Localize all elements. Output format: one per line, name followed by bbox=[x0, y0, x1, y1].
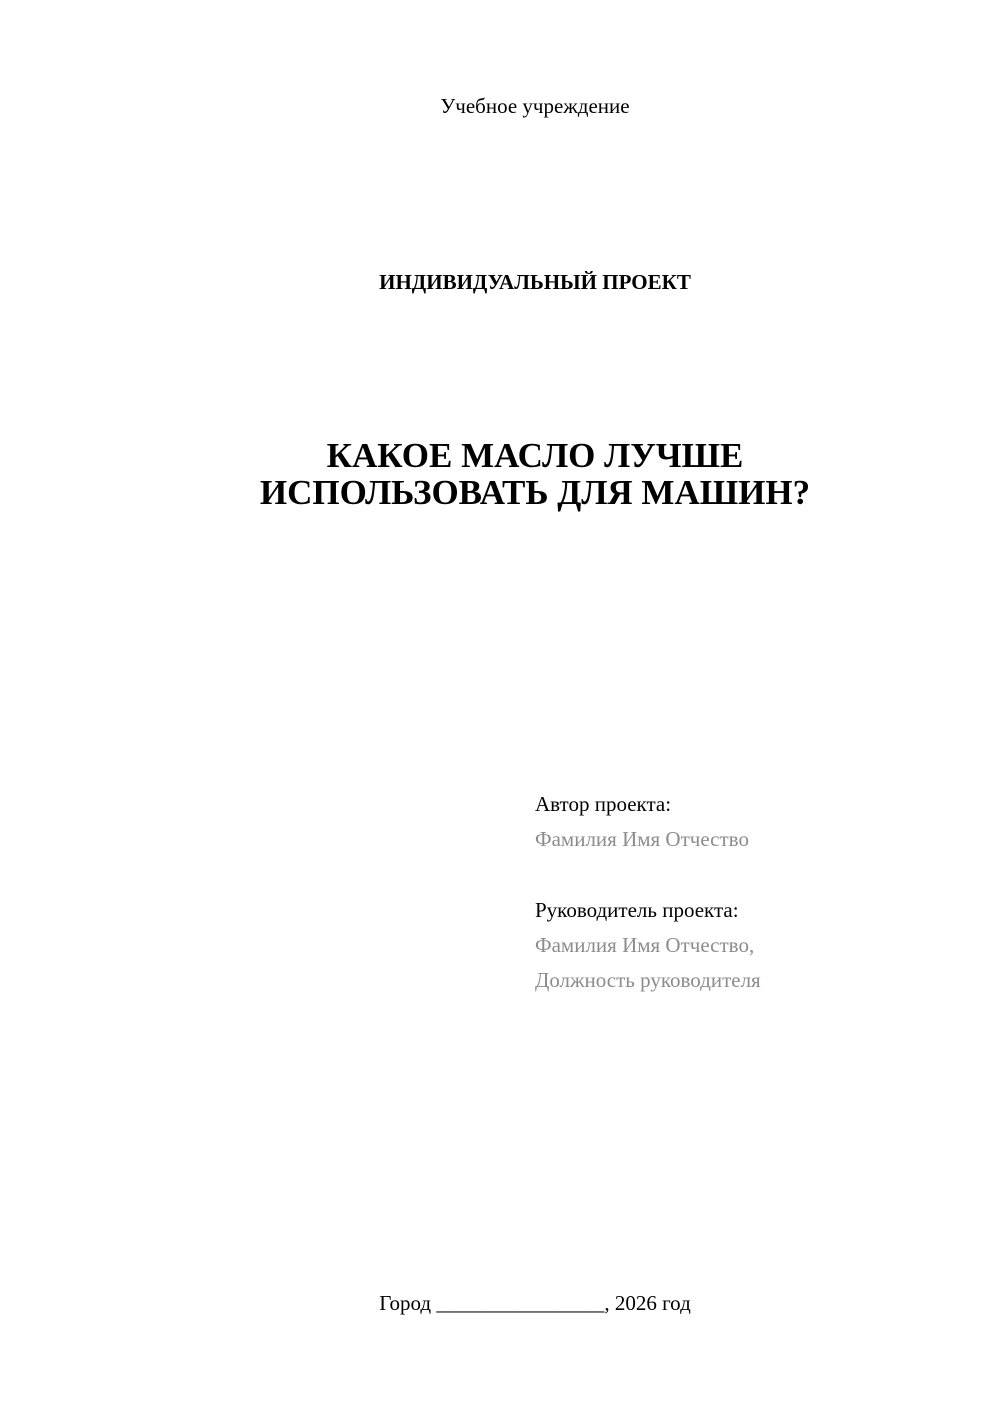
document-type: ИНДИВИДУАЛЬНЫЙ ПРОЕКТ bbox=[379, 270, 691, 294]
author-label: Автор проекта: bbox=[535, 792, 672, 816]
project-title bbox=[0, 437, 1000, 511]
supervisor-position-placeholder: Должность руководителя bbox=[535, 968, 761, 992]
project-title-line-2: ИСПОЛЬЗОВАТЬ ДЛЯ МАШИН? bbox=[259, 473, 811, 512]
author-name-placeholder: Фамилия Имя Отчество bbox=[535, 827, 749, 851]
city-blank: ________________ bbox=[436, 1291, 605, 1315]
institution-name: Учебное учреждение bbox=[440, 94, 630, 118]
year-text: , 2026 год bbox=[604, 1291, 691, 1315]
supervisor-name-placeholder: Фамилия Имя Отчество, bbox=[535, 933, 755, 957]
footer-city-year bbox=[0, 1288, 1000, 1318]
supervisor-label: Руководитель проекта: bbox=[535, 898, 739, 922]
author-block bbox=[535, 787, 975, 857]
city-label: Город bbox=[379, 1291, 432, 1315]
project-title-line-1: КАКОЕ МАСЛО ЛУЧШЕ bbox=[326, 436, 744, 475]
supervisor-block bbox=[535, 893, 975, 998]
